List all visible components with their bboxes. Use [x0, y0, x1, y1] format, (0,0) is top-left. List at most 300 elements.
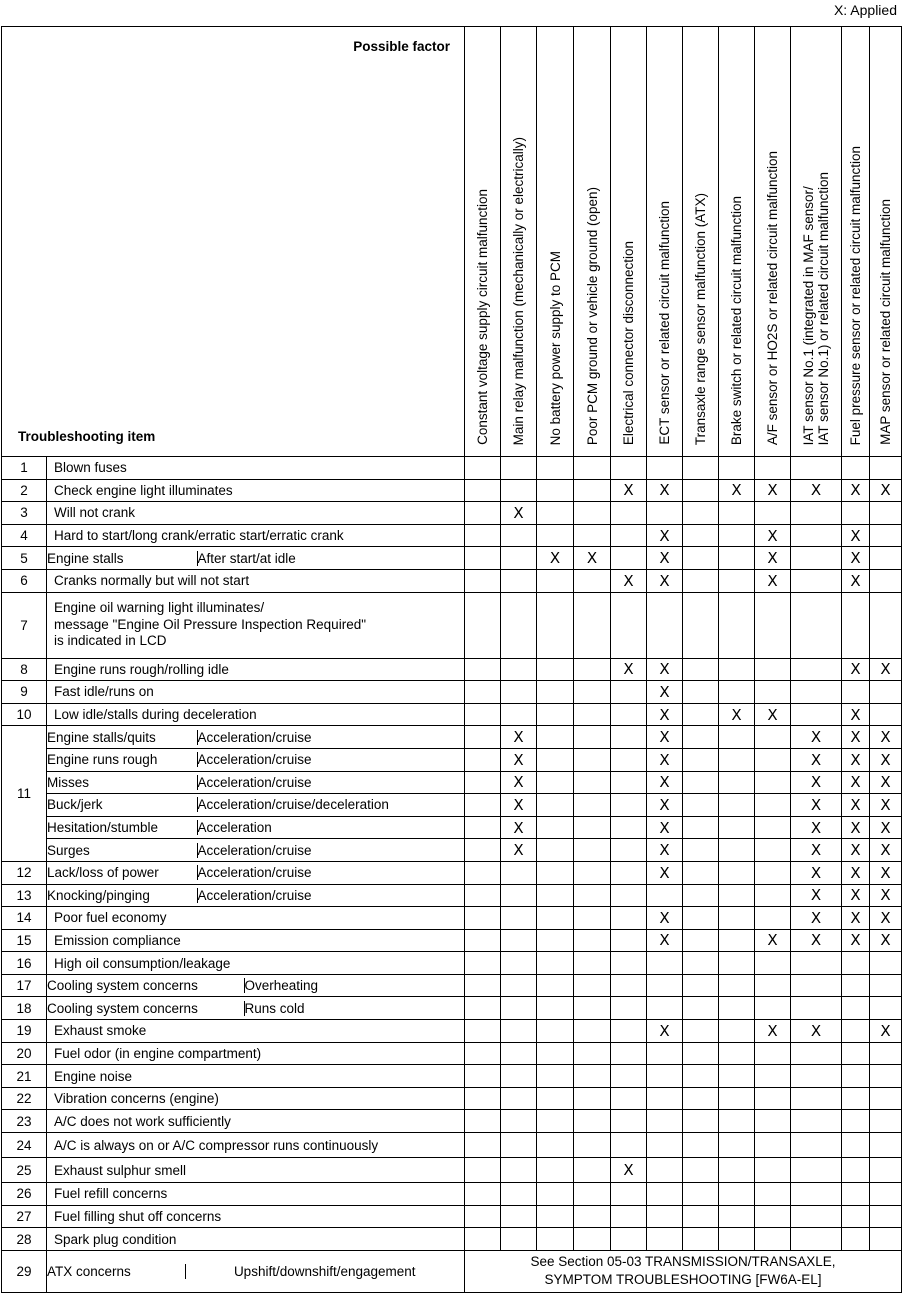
empty-cell [537, 839, 574, 862]
troubleshooting-item [47, 726, 465, 749]
empty-cell [683, 816, 719, 839]
applied-mark: X [870, 884, 902, 907]
empty-cell [683, 569, 719, 592]
applied-mark: X [501, 748, 537, 771]
empty-cell [719, 771, 755, 794]
factor-header-8 [719, 27, 755, 457]
troubleshooting-item: Fuel filling shut off concerns [47, 1205, 465, 1228]
empty-cell [537, 1133, 574, 1158]
applied-mark: X [647, 929, 683, 952]
empty-cell [683, 1065, 719, 1088]
empty-cell [501, 907, 537, 930]
empty-cell [683, 1110, 719, 1133]
item-symptom: ATX concerns [47, 1264, 185, 1279]
empty-cell [683, 1183, 719, 1206]
item-symptom: Misses [47, 775, 197, 790]
factor-label: Transaxle range sensor malfunction (ATX) [693, 192, 708, 445]
applied-mark: X [574, 547, 611, 570]
applied-mark: X [842, 703, 870, 726]
row-number: 1 [2, 457, 47, 480]
empty-cell [719, 839, 755, 862]
empty-cell [755, 1087, 791, 1110]
empty-cell [755, 952, 791, 975]
empty-cell [537, 703, 574, 726]
empty-cell [537, 907, 574, 930]
empty-cell [537, 794, 574, 817]
applied-mark: X [611, 658, 647, 681]
empty-cell [791, 502, 842, 525]
table-row [2, 974, 902, 997]
table-row [2, 748, 902, 771]
table-row [2, 1042, 902, 1065]
item-condition: Acceleration/cruise [197, 842, 312, 858]
empty-cell [791, 524, 842, 547]
empty-cell [465, 726, 501, 749]
applied-mark: X [842, 569, 870, 592]
empty-cell [574, 524, 611, 547]
empty-cell [842, 974, 870, 997]
empty-cell [791, 1042, 842, 1065]
table-row [2, 816, 902, 839]
empty-cell [501, 974, 537, 997]
empty-cell [537, 771, 574, 794]
applied-mark: X [870, 771, 902, 794]
empty-cell [537, 1087, 574, 1110]
factor-label: IAT sensor No.1 (integrated in MAF sensor/ IAT sensor No.1) or related circuit malfunction [801, 171, 831, 445]
empty-cell [683, 1158, 719, 1183]
empty-cell [611, 974, 647, 997]
empty-cell [791, 997, 842, 1020]
empty-cell [870, 1158, 902, 1183]
empty-cell [755, 771, 791, 794]
row-number: 29 [2, 1250, 47, 1292]
applied-mark: X [842, 884, 870, 907]
table-row [2, 929, 902, 952]
empty-cell [842, 1133, 870, 1158]
empty-cell [719, 502, 755, 525]
empty-cell [501, 1065, 537, 1088]
empty-cell [574, 974, 611, 997]
empty-cell [611, 952, 647, 975]
item-symptom: Engine stalls/quits [47, 730, 197, 745]
applied-mark: X [647, 658, 683, 681]
table-row [2, 1228, 902, 1251]
empty-cell [719, 1205, 755, 1228]
empty-cell [611, 681, 647, 704]
troubleshooting-item [47, 884, 465, 907]
applied-mark: X [842, 929, 870, 952]
empty-cell [465, 1020, 501, 1043]
empty-cell [791, 681, 842, 704]
empty-cell [611, 1183, 647, 1206]
item-condition: Upshift/downshift/engagement [233, 1263, 416, 1279]
empty-cell [842, 1042, 870, 1065]
applied-mark: X [647, 726, 683, 749]
empty-cell [501, 1228, 537, 1251]
row-number: 6 [2, 569, 47, 592]
empty-cell [465, 794, 501, 817]
empty-cell [719, 794, 755, 817]
empty-cell [683, 1133, 719, 1158]
empty-cell [755, 748, 791, 771]
table-row [2, 907, 902, 930]
empty-cell [501, 1133, 537, 1158]
applied-mark: X [647, 1020, 683, 1043]
item-condition: Acceleration [197, 820, 272, 836]
empty-cell [574, 816, 611, 839]
empty-cell [501, 1020, 537, 1043]
empty-cell [842, 1065, 870, 1088]
troubleshooting-item: Low idle/stalls during deceleration [47, 703, 465, 726]
troubleshooting-item: Fast idle/runs on [47, 681, 465, 704]
row-number: 16 [2, 952, 47, 975]
empty-cell [611, 907, 647, 930]
empty-cell [755, 1133, 791, 1158]
empty-cell [755, 974, 791, 997]
empty-cell [755, 592, 791, 658]
empty-cell [791, 703, 842, 726]
empty-cell [683, 726, 719, 749]
empty-cell [465, 1158, 501, 1183]
applied-mark: X [647, 861, 683, 884]
applied-mark: X [647, 524, 683, 547]
empty-cell [647, 974, 683, 997]
empty-cell [683, 547, 719, 570]
troubleshooting-item [47, 794, 465, 817]
empty-cell [755, 839, 791, 862]
troubleshooting-item [47, 839, 465, 862]
troubleshooting-item [47, 748, 465, 771]
header-corner [2, 27, 465, 457]
empty-cell [537, 1205, 574, 1228]
item-symptom: Engine runs rough [47, 752, 197, 767]
empty-cell [842, 952, 870, 975]
empty-cell [683, 1205, 719, 1228]
empty-cell [719, 592, 755, 658]
empty-cell [647, 1158, 683, 1183]
troubleshooting-item [47, 1250, 465, 1292]
empty-cell [647, 1042, 683, 1065]
empty-cell [611, 1133, 647, 1158]
applied-mark: X [842, 861, 870, 884]
row-number: 2 [2, 479, 47, 502]
table-row [2, 861, 902, 884]
row-number: 18 [2, 997, 47, 1020]
empty-cell [574, 771, 611, 794]
table-row [2, 997, 902, 1020]
empty-cell [719, 1042, 755, 1065]
empty-cell [842, 1110, 870, 1133]
troubleshooting-item [47, 816, 465, 839]
applied-mark: X [647, 703, 683, 726]
empty-cell [611, 1110, 647, 1133]
empty-cell [719, 1065, 755, 1088]
empty-cell [755, 681, 791, 704]
empty-cell [537, 952, 574, 975]
empty-cell [611, 502, 647, 525]
empty-cell [611, 726, 647, 749]
troubleshooting-item [47, 997, 465, 1020]
empty-cell [719, 1020, 755, 1043]
factor-label: Main relay malfunction (mechanically or electrically) [511, 136, 526, 445]
applied-mark: X [647, 547, 683, 570]
empty-cell [870, 681, 902, 704]
empty-cell [719, 681, 755, 704]
empty-cell [501, 1042, 537, 1065]
empty-cell [755, 794, 791, 817]
empty-cell [647, 1133, 683, 1158]
applied-mark: X [755, 524, 791, 547]
table-row [2, 658, 902, 681]
applied-mark: X [870, 658, 902, 681]
table-row [2, 1183, 902, 1206]
applied-mark: X [870, 726, 902, 749]
applied-mark: X [791, 479, 842, 502]
empty-cell [791, 1205, 842, 1228]
empty-cell [574, 1183, 611, 1206]
factor-label: ECT sensor or related circuit malfunction [657, 201, 672, 445]
empty-cell [465, 1110, 501, 1133]
table-row [2, 1205, 902, 1228]
applied-mark: X [501, 502, 537, 525]
empty-cell [870, 703, 902, 726]
empty-cell [611, 748, 647, 771]
empty-cell [842, 1020, 870, 1043]
empty-cell [647, 997, 683, 1020]
troubleshooting-item: A/C does not work sufficiently [47, 1110, 465, 1133]
empty-cell [719, 457, 755, 480]
empty-cell [611, 794, 647, 817]
empty-cell [611, 524, 647, 547]
empty-cell [574, 907, 611, 930]
applied-mark: X [755, 1020, 791, 1043]
applied-mark: X [842, 748, 870, 771]
applied-mark: X [791, 771, 842, 794]
empty-cell [683, 658, 719, 681]
applied-mark: X [791, 907, 842, 930]
empty-cell [574, 929, 611, 952]
empty-cell [683, 592, 719, 658]
empty-cell [611, 997, 647, 1020]
empty-cell [574, 1110, 611, 1133]
applied-mark: X [647, 839, 683, 862]
applied-mark: X [842, 547, 870, 570]
empty-cell [683, 524, 719, 547]
applied-mark: X [870, 929, 902, 952]
empty-cell [611, 1205, 647, 1228]
empty-cell [683, 502, 719, 525]
troubleshooting-item: Cranks normally but will not start [47, 569, 465, 592]
empty-cell [683, 884, 719, 907]
applied-mark: X [501, 771, 537, 794]
empty-cell [465, 1183, 501, 1206]
empty-cell [842, 681, 870, 704]
applied-mark: X [870, 816, 902, 839]
applied-mark: X [791, 816, 842, 839]
empty-cell [501, 524, 537, 547]
empty-cell [647, 592, 683, 658]
empty-cell [719, 907, 755, 930]
empty-cell [611, 1042, 647, 1065]
empty-cell [719, 569, 755, 592]
empty-cell [574, 681, 611, 704]
empty-cell [791, 1183, 842, 1206]
item-symptom: Buck/jerk [47, 797, 197, 812]
empty-cell [465, 839, 501, 862]
applied-mark: X [842, 479, 870, 502]
empty-cell [465, 1205, 501, 1228]
empty-cell [870, 457, 902, 480]
empty-cell [647, 1228, 683, 1251]
empty-cell [791, 1228, 842, 1251]
factor-label: Constant voltage supply circuit malfunction [475, 189, 490, 445]
empty-cell [574, 479, 611, 502]
empty-cell [791, 1087, 842, 1110]
factor-header-5 [611, 27, 647, 457]
empty-cell [611, 929, 647, 952]
applied-mark: X [842, 839, 870, 862]
empty-cell [574, 726, 611, 749]
empty-cell [611, 547, 647, 570]
empty-cell [611, 1065, 647, 1088]
empty-cell [719, 816, 755, 839]
empty-cell [719, 658, 755, 681]
table-row [2, 839, 902, 862]
row-number: 10 [2, 703, 47, 726]
table-row [2, 952, 902, 975]
troubleshooting-item: Poor fuel economy [47, 907, 465, 930]
applied-mark: X [501, 816, 537, 839]
applied-mark: X [501, 839, 537, 862]
empty-cell [501, 569, 537, 592]
troubleshooting-item: Engine runs rough/rolling idle [47, 658, 465, 681]
empty-cell [683, 748, 719, 771]
empty-cell [537, 1065, 574, 1088]
empty-cell [870, 974, 902, 997]
empty-cell [574, 1228, 611, 1251]
empty-cell [719, 997, 755, 1020]
applied-mark: X [647, 907, 683, 930]
empty-cell [501, 1205, 537, 1228]
applied-mark: X [842, 816, 870, 839]
applied-mark: X [755, 547, 791, 570]
table-row [2, 703, 902, 726]
troubleshooting-item-label: Troubleshooting item [18, 429, 156, 444]
empty-cell [870, 1087, 902, 1110]
empty-cell [465, 569, 501, 592]
table-row [2, 1065, 902, 1088]
empty-cell [870, 1205, 902, 1228]
applied-mark: X [842, 794, 870, 817]
troubleshooting-item: Spark plug condition [47, 1228, 465, 1251]
empty-cell [647, 884, 683, 907]
empty-cell [719, 1183, 755, 1206]
empty-cell [683, 681, 719, 704]
empty-cell [537, 569, 574, 592]
empty-cell [574, 1133, 611, 1158]
empty-cell [870, 592, 902, 658]
empty-cell [611, 703, 647, 726]
empty-cell [842, 1158, 870, 1183]
empty-cell [574, 1042, 611, 1065]
empty-cell [755, 726, 791, 749]
applied-mark: X [719, 703, 755, 726]
empty-cell [501, 997, 537, 1020]
empty-cell [465, 524, 501, 547]
empty-cell [755, 457, 791, 480]
row-number: 11 [2, 726, 47, 862]
item-symptom: Knocking/pinging [47, 888, 197, 903]
troubleshooting-item: Check engine light illuminates [47, 479, 465, 502]
empty-cell [683, 974, 719, 997]
empty-cell [683, 839, 719, 862]
troubleshooting-item: Fuel odor (in engine compartment) [47, 1042, 465, 1065]
empty-cell [647, 1183, 683, 1206]
empty-cell [870, 547, 902, 570]
empty-cell [647, 1205, 683, 1228]
troubleshooting-item [47, 861, 465, 884]
factor-header-6 [647, 27, 683, 457]
empty-cell [683, 1228, 719, 1251]
applied-mark: X [791, 929, 842, 952]
empty-cell [574, 839, 611, 862]
factor-header-9 [755, 27, 791, 457]
empty-cell [683, 997, 719, 1020]
empty-cell [537, 1110, 574, 1133]
empty-cell [465, 748, 501, 771]
applied-mark: X [870, 907, 902, 930]
empty-cell [465, 547, 501, 570]
header-row [2, 27, 902, 457]
applied-mark: X [647, 794, 683, 817]
empty-cell [537, 1183, 574, 1206]
empty-cell [501, 457, 537, 480]
empty-cell [465, 479, 501, 502]
troubleshooting-item: Vibration concerns (engine) [47, 1087, 465, 1110]
item-symptom: Hesitation/stumble [47, 820, 197, 835]
row-number: 23 [2, 1110, 47, 1133]
empty-cell [791, 569, 842, 592]
empty-cell [537, 726, 574, 749]
empty-cell [683, 703, 719, 726]
empty-cell [719, 929, 755, 952]
empty-cell [537, 1020, 574, 1043]
table-row [2, 547, 902, 570]
table-row [2, 1133, 902, 1158]
empty-cell [465, 1087, 501, 1110]
troubleshooting-item: A/C is always on or A/C compressor runs continuously [47, 1133, 465, 1158]
empty-cell [537, 681, 574, 704]
factor-header-7 [683, 27, 719, 457]
empty-cell [842, 997, 870, 1020]
empty-cell [465, 681, 501, 704]
empty-cell [683, 1042, 719, 1065]
empty-cell [683, 794, 719, 817]
applied-legend: X: Applied [833, 2, 897, 18]
applied-mark: X [870, 861, 902, 884]
empty-cell [719, 1087, 755, 1110]
empty-cell [574, 997, 611, 1020]
empty-cell [465, 502, 501, 525]
empty-cell [719, 547, 755, 570]
empty-cell [501, 658, 537, 681]
empty-cell [537, 748, 574, 771]
troubleshooting-item: Exhaust sulphur smell [47, 1158, 465, 1183]
empty-cell [755, 1110, 791, 1133]
empty-cell [870, 1110, 902, 1133]
applied-mark: X [755, 479, 791, 502]
troubleshooting-item [47, 974, 465, 997]
